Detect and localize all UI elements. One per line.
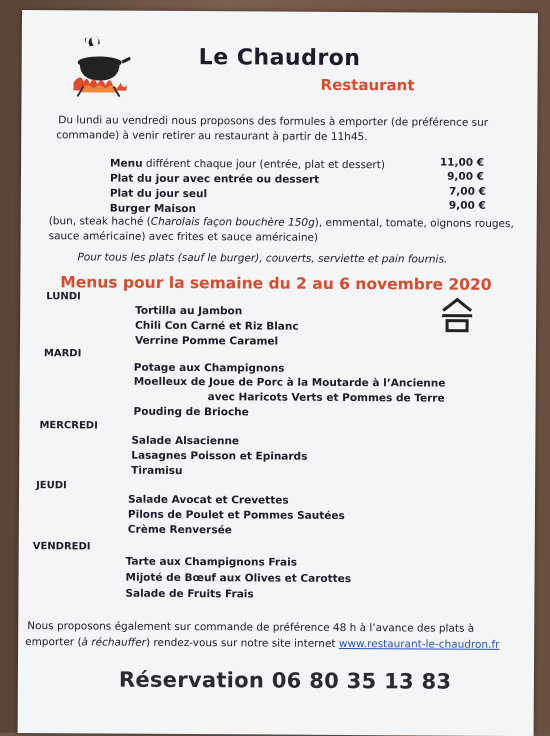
house-logo-icon bbox=[439, 297, 475, 333]
intro-line-1: Du lundi au vendredi nous proposons des formules à emporter (de préférence sur bbox=[58, 114, 488, 129]
formula-price: 9,00 € bbox=[424, 170, 484, 182]
dish-item: avec Haricots Verts et Pommes de Terre bbox=[208, 391, 445, 404]
website-link[interactable]: www.restaurant-le-chaudron.fr bbox=[339, 638, 500, 651]
menu-sheet bbox=[18, 10, 538, 736]
dish-item: Verrine Pomme Caramel bbox=[135, 335, 278, 348]
cutlery-note: Pour tous les plats (sauf le burger), couverts, serviette et pain fournis. bbox=[77, 251, 447, 265]
dish-item: Pouding de Brioche bbox=[134, 406, 249, 419]
footer-line-2: emporter (à réchauffer) rendez-vous sur notre site internet www.restaurant-le-chaudron.fr bbox=[25, 636, 499, 651]
formula-row: Plat du jour seul bbox=[110, 188, 207, 201]
day-label-lundi: LUNDI bbox=[46, 291, 81, 302]
formula-price: 9,00 € bbox=[426, 199, 486, 211]
dish-item: Salade Alsacienne bbox=[131, 435, 239, 448]
dish-item: Salade Avocat et Crevettes bbox=[128, 494, 289, 507]
dish-item: Chili Con Carné et Riz Blanc bbox=[135, 320, 299, 333]
cauldron-logo-icon bbox=[71, 36, 133, 98]
week-menu-title: Menus pour la semaine du 2 au 6 novembre 2020 bbox=[60, 273, 491, 294]
restaurant-name: Le Chaudron bbox=[199, 45, 361, 71]
burger-description-1: (bun, steak haché (Charolais façon bouchère 150g), emmental, tomate, oignons rouges, bbox=[49, 215, 514, 230]
day-label-jeudi: JEUDI bbox=[36, 480, 67, 491]
day-label-mercredi: MERCREDI bbox=[39, 420, 97, 431]
formula-row: Menu différent chaque jour (entrée, plat et dessert) bbox=[110, 158, 385, 172]
dish-item: Tortilla au Jambon bbox=[135, 305, 242, 318]
formula-row: Burger Maison bbox=[110, 203, 196, 216]
dish-item: Tiramisu bbox=[131, 465, 182, 477]
formula-price: 7,00 € bbox=[426, 185, 486, 197]
dish-item: Crème Renversée bbox=[128, 524, 232, 537]
dish-item: Salade de Fruits Frais bbox=[125, 588, 253, 601]
formula-price: 11,00 € bbox=[424, 156, 484, 168]
dish-item: Potage aux Champignons bbox=[134, 362, 285, 375]
restaurant-subtitle: Restaurant bbox=[320, 76, 414, 95]
reservation-phone: Réservation 06 80 35 13 83 bbox=[119, 668, 452, 694]
footer-line-1: Nous proposons également sur commande de préférence 48 h à l’avance des plats à bbox=[27, 620, 474, 635]
day-label-mardi: MARDI bbox=[44, 348, 81, 359]
dish-item: Lasagnes Poisson et Epinards bbox=[131, 450, 307, 463]
formula-row: Plat du jour avec entrée ou dessert bbox=[110, 173, 319, 186]
day-label-vendredi: VENDREDI bbox=[33, 541, 91, 552]
intro-line-2: commande) à venir retirer au restaurant à partir de 11h45. bbox=[56, 129, 367, 143]
burger-description-2: sauce américaine) avec frites et sauce américaine) bbox=[49, 230, 319, 244]
dish-item: Mijoté de Bœuf aux Olives et Carottes bbox=[125, 572, 351, 585]
dish-item: Pilons de Poulet et Pommes Sautées bbox=[128, 509, 345, 522]
dish-item: Moelleux de Joue de Porc à la Moutarde à l’Ancienne bbox=[134, 376, 446, 390]
dish-item: Tarte aux Champignons Frais bbox=[126, 556, 297, 569]
